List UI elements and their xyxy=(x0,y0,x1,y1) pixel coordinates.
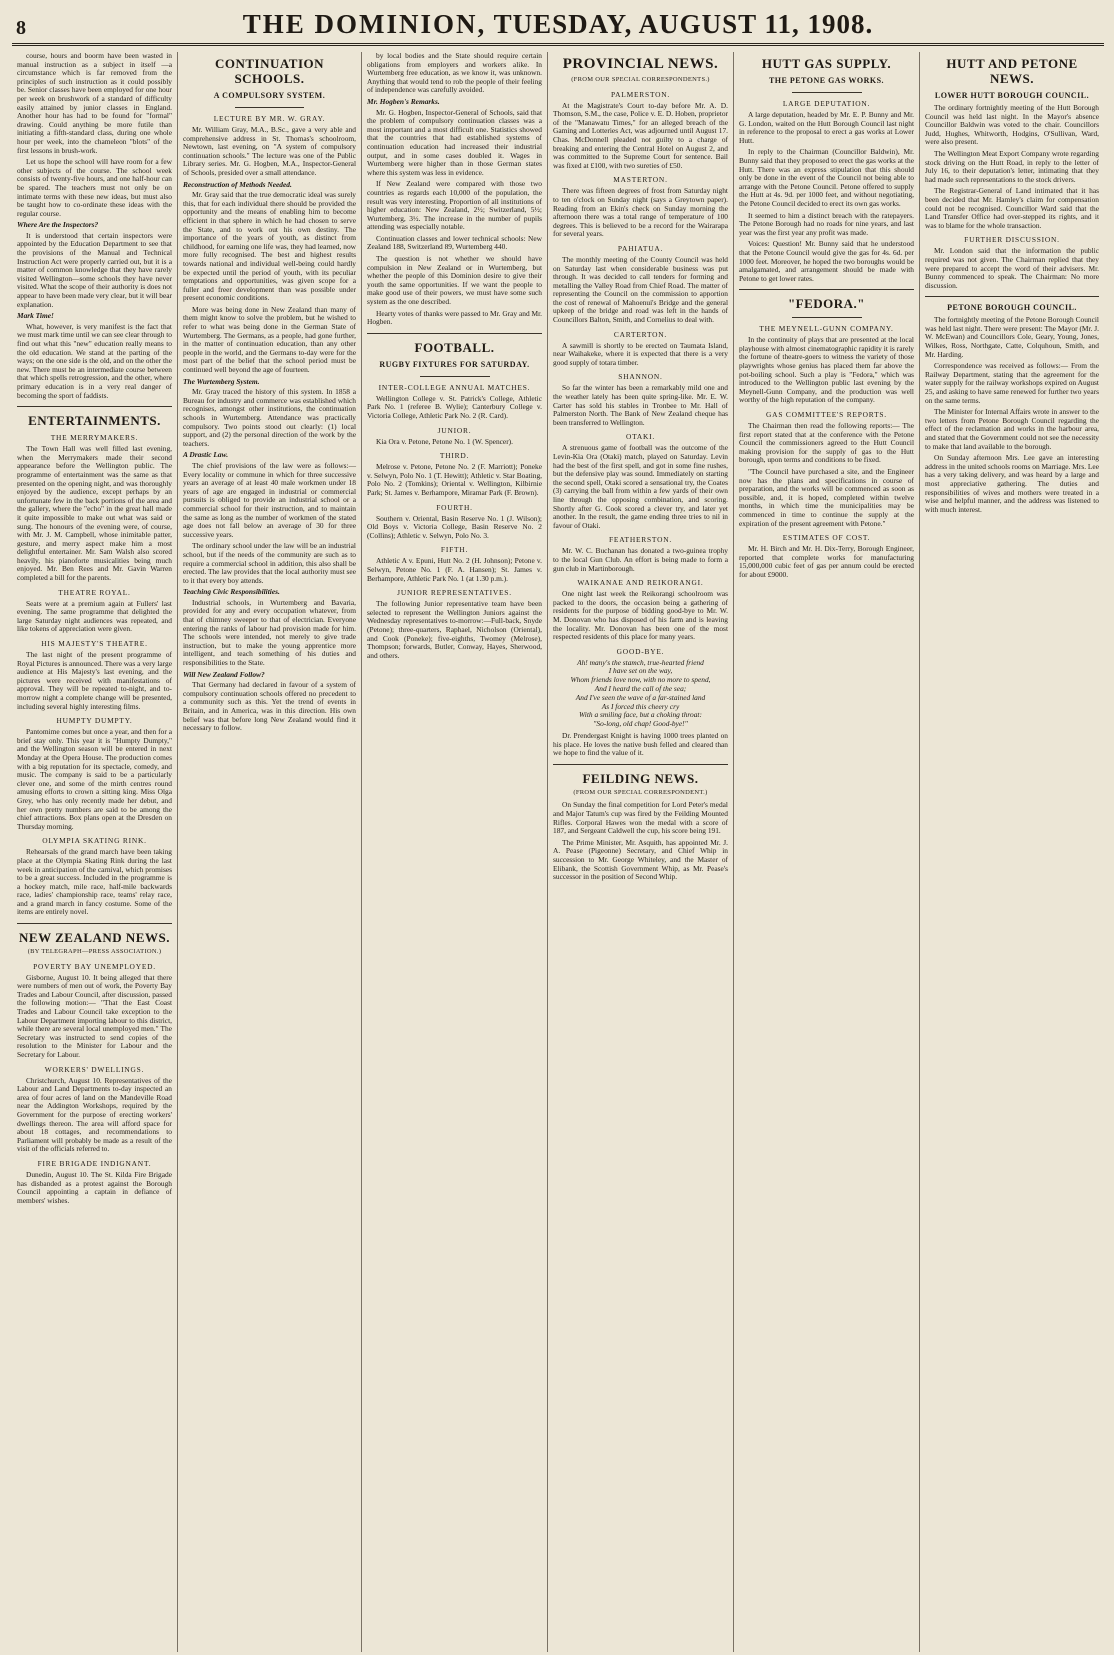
subheading: Reconstruction of Methods Needed. xyxy=(183,179,292,189)
divider xyxy=(739,289,914,290)
byline: (BY TELEGRAPH—PRESS ASSOCIATION.) xyxy=(27,948,162,956)
poem-line: And I heard the call of the sea; xyxy=(594,684,687,694)
article-paragraph: The ordinary fortnightly meeting of the Hutt Borough Council was held last night. In the Mayor's absence Councillor Baldwin was voted to the chair. Councillors Judd, Hughes, Whitworth, Hodgins, O'Sullivan, Ward, were also present. xyxy=(925,103,1099,147)
article-subheading: LOWER HUTT BOROUGH COUNCIL. xyxy=(934,91,1090,100)
subheading: Mark Time! xyxy=(17,311,54,321)
article-paragraph: Voices: Question! Mr. Bunny said that he understood that the Petone Council would give the gas for 4s. 6d. per 1000 feet. Moreover, he hoped the two boroughs would be amalgamated, and arrangement should be made with Petone to get lower rates. xyxy=(739,239,914,283)
article-heading: FEATHERSTON. xyxy=(608,535,673,545)
article-paragraph: In the continuity of plays that are presented at the local playhouse with almost cinematographic rapidity it is rarely the fortune of theatre-goers to witness the variety of those playwrights whose genius has placed them far above the pot-boiling school. Such a play is "Fedora," which was introduced to the Wellington public last evening by the Meynell-Gunn Company, and the production was well worthy of the high reputation of the company. xyxy=(739,335,914,405)
column-3 xyxy=(362,52,548,1652)
divider xyxy=(792,317,862,318)
article-heading: MASTERTON. xyxy=(613,175,668,185)
article-heading: GAS COMMITTEE'S REPORTS. xyxy=(766,410,887,420)
section-heading: HUTT AND PETONE NEWS. xyxy=(946,56,1078,86)
article-paragraph: Southern v. Oriental, Basin Reserve No. 1 (J. Wilson); Old Boys v. Victoria College, Basin Reserve No. 2 (Collins); Athletic v. Selwyn, Polo No. 3. xyxy=(367,513,542,540)
article-paragraph: One night last week the Reikorangi schoolroom was packed to the doors, the occasion being a gathering of residents for the purpose of bidding good-bye to Mr. W. M. Donovan who has disposed of his farm and is leaving the locality. Mr. Donovan has been one of the most respected residents of this place for many years. xyxy=(553,589,728,642)
article-paragraph: by local bodies and the State should require certain obligations from employers and workers alike. In Wurtemberg free education, as we know it, was unknown. Anything that would tend to rob the people of their feeling of independence was carefully avoided. xyxy=(367,52,542,95)
section-heading: FEILDING NEWS. xyxy=(582,770,699,786)
article-heading: WAIKANAE AND REIKORANGI. xyxy=(577,578,704,588)
article-paragraph: The ordinary school under the law will be an industrial school, but if the needs of the community are such as to require a commercial school in addition, this also shall be erected. The law provides that the local authority must see to it that every boy attends. xyxy=(183,541,356,585)
article-heading: WORKERS' DWELLINGS. xyxy=(44,1064,145,1074)
byline: (FROM OUR SPECIAL CORRESPONDENTS.) xyxy=(571,76,710,83)
masthead xyxy=(12,6,1104,46)
article-subheading: PETONE BOROUGH COUNCIL. xyxy=(947,303,1077,313)
article-paragraph: Christchurch, August 10. Representatives of the Labour and Land Departments to-day inspected an area of four acres of land on the Mandeville Road near the Addington Workshops, required by the Government for the purpose of erecting workers' dwellings thereon. The area will afford space for about 18 cottages, and recommendations to Parliament will probably be made as a result of the visit of the officials referred to. xyxy=(17,1075,172,1154)
section-heading: FOOTBALL. xyxy=(414,339,495,355)
poem-line: And I've seen the wave of a far-stained land xyxy=(575,692,706,702)
article-paragraph: On Sunday the final competition for Lord Peter's medal and Major Tatum's cup was fired by the Feilding Mounted Rifles. Corporal Hawes won the medal with a score of 187, and Sergeant Caldwell the cup, his score being 191. xyxy=(553,800,728,836)
article-paragraph: Kia Ora v. Petone, Petone No. 1 (W. Spencer). xyxy=(376,436,513,446)
article-paragraph: Melrose v. Petone, Petone No. 2 (F. Marriott); Poneke v. Selwyn, Polo No. 1 (T. Hewitt); Athletic v. Star Boating, Polo No. 2 (Tomkins); Oriental v. Wellington, Kilbirnie Park; St. James v. Berhampore, Miramar Park (F. Brown). xyxy=(367,462,542,497)
article-paragraph: The question is not whether we should have compulsion in New Zealand or in Wurtemberg, but whether the people of this Dominion desire to give their youth the same opportunities. If we want the people to make good use of their powers, we must have some such system as the one described. xyxy=(367,254,542,307)
grade-heading: FOURTH. xyxy=(436,502,473,512)
article-paragraph: Rehearsals of the grand march have been taking place at the Olympia Skating Rink during the last week in anticipation of the carnival, which promises to be a great success. Included in the programme is a hockey match, mile race, half-mile backwards race, ladies' championship race, teams' relay race, and a grand march in fancy costume. Some of the items are entirely novel. xyxy=(17,847,172,917)
subheading: Mr. Hogben's Remarks. xyxy=(367,96,440,106)
article-paragraph: It seemed to him a distinct breach with the ratepayers. The Petone Borough had no roads for nine years, and last year was the first year any profit was made. xyxy=(739,210,914,237)
article-paragraph: Mr. G. Hogben, Inspector-General of Schools, said that the problem of compulsory continuation classes was a most important and a most difficult one. Statistics showed that the countries that had established systems of continuation education had increased their industrial output, and in some cases doubled it. Wages in Wurtemberg were higher than in those German states where this system was less in evidence. xyxy=(367,107,542,177)
article-paragraph: On Sunday afternoon Mrs. Lee gave an interesting address in the united schools rooms on Marriage. Mrs. Lee has a very taking delivery, and was heard by a large and most appreciative gathering. The duties and responsibilities of wives and mothers were treated in a wise and helpful manner, and the address was listened to with much interest. xyxy=(925,453,1099,514)
article-paragraph: course, hours and boorm have been wasted in manual instruction as a subject in itself —a circumstance which is far removed from the principles of such instruction as it could possibly be. Senior classes have been employed for one hour per week on brushwork of a standard of difficulty easily attained by junior classes in England. Another hour has had to be found for "formal" drawing. Could anything be more futile than initiating a fifth-standard class, during one whole hour per week, into the chameleon "blots" of the first lessons in brush-work. xyxy=(17,52,172,155)
article-paragraph: What, however, is very manifest is the fact that we must mark time until we can see clear through to find out what this "new" education really means to the old education. We stand at the parting of the ways; on the one side is the old, and on the other the new. There must be an intermediate course between that which spells retrogression, and the other, where primary education is in a very real danger of becoming the sport of faddists. xyxy=(17,321,172,400)
article-heading: ESTIMATES OF COST. xyxy=(782,533,871,543)
byline: (FROM OUR SPECIAL CORRESPONDENT.) xyxy=(573,788,708,796)
article-paragraph: That Germany had declared in favour of a system of compulsory continuation schools offered no precedent to a community such as this. Yet the trend of events in Britain, and in America, was in this direction. His own belief was that before long New Zealand would find it necessary to follow. xyxy=(183,680,356,733)
article-heading: FURTHER DISCUSSION. xyxy=(964,235,1060,245)
article-paragraph: It is understood that certain inspectors were appointed by the Education Department to see that the provisions of the Manual and Technical Instruction Act were properly carried out, but it is a matter of common knowledge that they have rarely visited Wellington—some schools they have never visited. What the scope of their authority is does not appear to have been made very clear, but it will bear explanation. xyxy=(17,230,172,309)
divider xyxy=(17,406,172,407)
poem-line: I have set on the way, xyxy=(608,666,673,676)
grade-heading: JUNIOR. xyxy=(437,425,472,435)
article-paragraph: A strenuous game of football was the outcome of the Levin-Kia Ora (Otaki) match, played on Saturday. Levin had the best of the first spell, and got in some fine rushes, but the defensive play was sound. Immediately on starting the second spell, Otaki scored a sensational try, the Coates (3) carrying the ball from within a few yards of their own line through the opposing combination, and scoring. Shortly after G. Cook scored a clever try, and later yet another. In the result, the game ending three tries to nil in favour of Otaki. xyxy=(553,443,728,530)
article-paragraph: More was being done in New Zealand than many of them might know to solve the problem, but he wished to refer to what was being done in the German State of Wurtemberg. The Germans, as a people, had gone further, in the matter of continuation education, than any other people in the world, and the Germans to-day were for the most part of the belief that the school period must be continued well beyond the age of fourteen. xyxy=(183,304,356,375)
section-heading: CONTINUATION SCHOOLS. xyxy=(214,56,325,86)
poem-line: Whom friends love now, with no more to spend, xyxy=(570,675,711,685)
article-paragraph: Mr. London said that the information the public required was not given. The Chairman replied that they were prepared to accept the word of their advisers. Mr. Bunny commenced to speak. The Chairman: No more discussion. xyxy=(925,246,1099,290)
columns xyxy=(12,52,1104,1652)
section-heading: HUTT GAS SUPPLY. xyxy=(761,56,892,71)
article-paragraph: The Prime Minister, Mr. Asquith, has appointed Mr. J. A. Pease (Pigeonne) Secretary, and Chief Whip in succession to Mr. George Whiteley, and the Master of Elibank, the Scottish Government Whip, as Mr. Pease's successor in the position of Second Whip. xyxy=(553,837,728,882)
column-6 xyxy=(920,52,1104,1652)
divider xyxy=(553,764,728,765)
article-heading: INTER-COLLEGE ANNUAL MATCHES. xyxy=(378,382,531,392)
section-heading: "FEDORA." xyxy=(787,296,866,312)
divider xyxy=(925,296,1099,297)
subheading: The Wurtemberg System. xyxy=(183,376,260,386)
divider xyxy=(792,92,862,93)
article-heading: HUMPTY DUMPTY. xyxy=(56,716,133,726)
article-heading: JUNIOR REPRESENTATIVES. xyxy=(397,588,512,598)
article-paragraph: A sawmill is shortly to be erected on Taumata Island, near Waihakeke, where it is expected that there is a very good supply of totara timber. xyxy=(553,340,728,367)
article-paragraph: Mr. H. Birch and Mr. H. Dix-Terry, Borough Engineer, reported that complete works for manufacturing 15,000,000 cubic feet of gas per annum could be erected for about £9000. xyxy=(739,544,914,579)
article-paragraph: The Town Hall was well filled last evening, when the Merrymakers made their second appearance before the Wellington public. The programme of entertainment was the same as that presented on the opening night, and was thoroughly enjoyed by the audience, except perhaps by an unfortunate few in the back portions of the area and the gallery, where the "echo" in the great hall made it quite impossible to make out what was said or sung. The honours of the evening were, of course, with Mr. J. M. Campbell, whose inimitable patter, gesture, and merry aspect make him a most delightful entertainer. Mr. Sam Walsh also scored heavily, his pianoforte musicalities being much enjoyed. Mr. Ben Rees and Mr. Gavin Warren completed a bill for the parents. xyxy=(17,444,172,583)
article-heading: SHANNON. xyxy=(618,372,663,382)
article-paragraph: Let us hope the school will have room for a few other subjects of the course. The school week consists of twenty-five hours, and one half-hour can be spared. The teachers must not only be on intimate terms with these new ideas, but must also be taught how to co-ordinate these ideas with the regular course. xyxy=(17,157,172,218)
article-paragraph: Wellington College v. St. Patrick's College, Athletic Park No. 1 (referee B. Wylie); Canterbury College v. Victoria College, Athletic Park No. 2 (R. Card). xyxy=(367,393,542,420)
article-heading: LECTURE BY MR. W. GRAY. xyxy=(213,114,326,123)
article-heading: PALMERSTON. xyxy=(610,89,671,99)
article-paragraph: Mr. Gray traced the history of this system. In 1858 a Bureau for industry and commerce was established which recognises, amongst other institutions, the continuation schools in Wurtemberg. Attendance was practically compulsory. Two points stood out clearly: (1) local support, and (2) the personal direction of the work by the teachers. xyxy=(183,387,356,448)
poem-line: With a smiling face, but a choking throat: xyxy=(579,710,702,720)
article-paragraph: The Chairman then read the following reports:— The first report stated that at the conference with the Petone Council the commissioners agreed to the Hutt Council making provision for the supply of gas to the Hutt borough, upon terms and conditions to be fixed. xyxy=(739,421,914,465)
article-heading: LARGE DEPUTATION. xyxy=(782,99,871,108)
poem-line: "So-long, old chap! Good-bye!" xyxy=(593,719,688,729)
article-heading: CARTERTON. xyxy=(613,329,668,339)
article-heading: THEATRE ROYAL. xyxy=(58,587,131,597)
article-paragraph: At the Magistrate's Court to-day before Mr. A. D. Thomson, S.M., the case, Police v. E. D. Hoben, proprietor of the "Manawatu Times," for an alleged breach of the Gaming and Lotteries Act, was adjourned until August 17. Chas. McDonnell pleaded not guilty to a charge of breaking and entering the Central Hotel on August 2, and was committed to the Supreme Court for sentence. Bail was fixed at £100, with two sureties of £50. xyxy=(553,100,728,170)
article-paragraph: Continuation classes and lower technical schools: New Zealand 188, Switzerland 89, Wurtemberg 440. xyxy=(367,233,542,252)
article-heading: FIRE BRIGADE INDIGNANT. xyxy=(37,1158,152,1168)
poem-heading: GOOD-BYE. xyxy=(616,646,665,656)
article-paragraph: "The Council have purchased a site, and the Engineer now has the plans and specifications in course of preparation, and the works will be commenced as soon as possible, and, it is hoped, completed within twelve months, in which time the municipalities may be commenced in time to continue the supply at the expiration of the present agreement with Petone." xyxy=(739,467,914,528)
masthead-title xyxy=(76,9,1040,40)
article-paragraph: The chief provisions of the law were as follows:—Every locality or commune in which for three successive years an average of at least 40 male workmen under 18 years of age are engaged in industrial or commercial pursuits is obliged to provide an industrial school or a commercial school for their instruction, and to maintain the same as long as the number of workmen of the stated age does not fall below an average of 30 for three successive years. xyxy=(183,460,356,539)
column-2 xyxy=(178,52,362,1652)
article-paragraph: Dr. Prendergast Knight is having 1000 trees planted on his place. He loves the native bush felled and cleared than we hope to find the value of it. xyxy=(553,731,728,758)
poem-line: Ah! many's the stamch, true-hearted friend xyxy=(577,657,704,667)
article-heading: OTAKI. xyxy=(625,432,656,442)
column-5 xyxy=(734,52,920,1652)
article-heading: THE MEYNELL-GUNN COMPANY. xyxy=(759,324,894,334)
article-subheading: A COMPULSORY SYSTEM. xyxy=(213,91,326,100)
page-number: 8 xyxy=(16,17,26,39)
paper-name: THE DOMINION, xyxy=(242,9,487,39)
article-paragraph: The Wellington Meat Export Company wrote regarding stock driving on the Hutt Road, in reply to the letter of July 16, to their deputation's letter, intimating that they had made such representations to the stock drivers. xyxy=(925,148,1099,184)
article-heading: PAHIATUA. xyxy=(617,243,664,253)
article-paragraph: The last night of the present programme of Royal Pictures is announced. There was a very large audience at His Majesty's last evening, and the pictures were received with manifestations of approval. They will be repeated to-night, and to-morrow night a complete change will be presented, including several highly interesting films. xyxy=(17,650,172,711)
poem xyxy=(553,659,728,729)
article-heading: POVERTY BAY UNEMPLOYED. xyxy=(33,961,156,971)
article-paragraph: Mr. Gray said that the true democratic ideal was surely this, that for each individual there should be provided the opportunity and the means of enabling him to become efficient in that sphere in which he had chosen to serve the State, and to work out his own destiny. The importance of the years of youth, as distinct from childhood, for earning one life was, they had learned, now more fully recognised. The best and highest results towards national and individual well-being could hardly be expected until the period of youth, with its peculiar temptations and opportunities, was given scope for a fuller and freer development than was possible under present economic conditions. xyxy=(183,190,356,303)
section-heading: ENTERTAINMENTS. xyxy=(28,413,161,429)
divider xyxy=(367,333,542,334)
article-paragraph: There was fifteen degrees of frost from Saturday night to ten o'clock on Sunday night (says a Greytown paper). Reading from an Ekin's check on Sunday morning the afternoon there was a total range of temperature of 100 degrees. This is believed to be a record for the Wairarapa for several years. xyxy=(553,186,728,239)
article-paragraph: Athletic A v. Epuni, Hutt No. 2 (H. Johnson); Petone v. Selwyn, Petone No. 1 (F. A. Hansen); St. James v. Berhampore, Athletic Park No. 1 (at 1.30 p.m.). xyxy=(367,556,542,583)
column-1 xyxy=(12,52,178,1652)
article-paragraph: The Registrar-General of Land intimated that it has been decided that Mr. Hamley's claim for compensation could not be recognised. Councillor Ward said that the Land Transfer Office had over-stepped its rights, and it was to blame for the whole transaction. xyxy=(925,186,1099,230)
column-4 xyxy=(548,52,734,1652)
article-paragraph: So far the winter has been a remarkably mild one and the weather lately has been quite spring-like. Mr. E. W. Carter has sold his stables in Tronbee to Mr. Hall of Palmerston North. The Bank of New Zealand cheque has been transferred to Wellington. xyxy=(553,383,728,427)
article-subheading: RUGBY FIXTURES FOR SATURDAY. xyxy=(379,359,530,369)
subheading: Teaching Civic Responsibilities. xyxy=(183,587,280,597)
article-paragraph: Gisborne, August 10. It being alleged that there were numbers of men out of work, the Poverty Bay Trades and Labour Council, after discussion, passed the following motion:— "That the East Coast Trades and Labour Council take exception to the Labour Department importing labour to this district, while there are several local unemployed men." The Secretary was instructed to send copies of the resolution to the Minister for Labour and the Secretary for Labour. xyxy=(17,972,172,1059)
article-paragraph: The following Junior representative team have been selected to represent the Wellington Juniors against the Wednesday representatives to-morrow:—Full-back, Snyde (Petone); three-quarters, Raphael, Nicholson (Oriental), and Cook (Poneke); five-eighths, Twomey (Melrose), Thompson; forwards, Butler, Conway, Hayes, Sherwood, and others. xyxy=(367,599,542,660)
subheading: A Drastic Law. xyxy=(183,450,229,460)
divider xyxy=(420,376,490,377)
article-paragraph: Hearty votes of thanks were passed to Mr. Gray and Mr. Hogben. xyxy=(367,308,542,327)
section-heading: NEW ZEALAND NEWS. xyxy=(19,930,170,946)
article-paragraph: A large deputation, headed by Mr. E. P. Bunny and Mr. G. London, waited on the Hutt Borough Council last night in reference to the proposal to erect a gas works at Lower Hutt. xyxy=(739,110,914,145)
article-heading: OLYMPIA SKATING RINK. xyxy=(42,836,147,846)
article-paragraph: Correspondence was received as follows:— From the Railway Department, stating that the agreement for the water supply for the railway workshops expired on August 25, and asking to have same renewed for further two years on the same terms. xyxy=(925,361,1099,405)
article-paragraph: Mr. W. C. Buchanan has donated a two-guinea trophy to the local Gun Club. An effort is being made to form a gun club in Martinborough. xyxy=(553,546,728,573)
article-paragraph: Seats were at a premium again at Fullers' last evening. The same programme that delighted the large Saturday night audiences was repeated, and like tokens of appreciation were given. xyxy=(17,598,172,634)
article-paragraph: Pantomime comes but once a year, and then for a brief stay only. This year it is "Humpty Dumpty," and the Wellington season will be entered in next Monday at the Opera House. The production comes with a big reputation for its spectacle, comedy, and music. The company is said to be a particularly clever one, and some of the mirth centres round amusing efforts to crown a sitting king. Miss Olga Grey, who has only recently made her debut, and her own pretty numbers are said to be among the chief attractions. Box plans open at the Dresden on Thursday morning. xyxy=(17,727,172,831)
article-heading: THE MERRYMAKERS. xyxy=(50,433,139,443)
article-paragraph: Industrial schools, in Wurtemberg and Bavaria, provided for any and every occupation whatever, from that of chimney sweeper to that of electrician. Everyone entering the ranks of labour had provision made for him. The schools were intended, not merely to give trade instruction, but to make the young apprentice more intelligent, and teach something of his duties and responsibilities to the State. xyxy=(183,597,356,668)
divider xyxy=(17,923,172,924)
subheading: Will New Zealand Follow? xyxy=(183,669,265,679)
article-subheading: THE PETONE GAS WORKS. xyxy=(768,76,885,85)
poem-line: As I forced this cheery cry xyxy=(601,701,680,711)
article-paragraph: In reply to the Chairman (Councillor Baldwin), Mr. Bunny said that they proposed to erect the gas works at the Hutt. There was an express stipulation that this should only be done in the event of the Council not being able to arrange with the Petone Council. Petone offered to supply the Hutt at 4s. 9d. per 1000 feet, and without negotiating, the Petone Council decided to erect its own gas works. xyxy=(739,147,914,208)
article-paragraph: If New Zealand were compared with those two countries as regards each 10,000 of the population, the result was very interesting. Proportion of all institutions of higher education: New Zealand, 2½; Switzerland, 5½; Wurtemberg, 3½. The increase in the number of pupils attending was especially notable. xyxy=(367,179,542,232)
dateline: TUESDAY, AUGUST 11, 1908. xyxy=(493,9,874,39)
article-paragraph: The Minister for Internal Affairs wrote in answer to the two letters from Petone Borough Council regarding the effect of the reclamation and works in the harbour area, and stated that the Government could not see the necessity to make that land available to the borough. xyxy=(925,407,1099,451)
article-paragraph: Dunedin, August 10. The St. Kilda Fire Brigade has disbanded as a protest against the Borough Council appointing a captain in defiance of members' wishes. xyxy=(17,1169,172,1205)
article-paragraph: The monthly meeting of the County Council was held on Saturday last when considerable business was put through. It was decided to call tenders for forming and metalling the Valley Road from Chief Road. The matter of representing the Council on the commission to apportion the cost of renewal of Mahoenui's Bridge and the general upkeep of the bridge and road was left in the hands of Councillors Balton, Smith, and Cornelius to deal with. xyxy=(553,254,728,325)
subheading: Where Are the Inspectors? xyxy=(17,220,99,230)
grade-heading: THIRD. xyxy=(439,451,470,461)
section-heading: PROVINCIAL NEWS. xyxy=(562,56,719,72)
article-paragraph: Mr. William Gray, M.A., B.Sc., gave a very able and comprehensive address in St. Thomas's schoolroom, Newtown, last evening, on "A system of compulsory continuation schools." The lecture was one of the Public Library series. Mr. G. Hogben, M.A., Inspector-General of Schools, presided over a small attendance. xyxy=(183,125,356,177)
article-heading: HIS MAJESTY'S THEATRE. xyxy=(41,639,148,649)
grade-heading: FIFTH. xyxy=(440,545,469,555)
article-paragraph: The fortnightly meeting of the Petone Borough Council was held last night. There were present: The Mayor (Mr. J. W. McEwan) and Councillors Cole, Geary, Young, Jones, Wilkes, Ross, Northgate, Catte, Colquhoun, Smith, and Mr. Harding. xyxy=(925,315,1099,359)
divider xyxy=(235,107,304,108)
